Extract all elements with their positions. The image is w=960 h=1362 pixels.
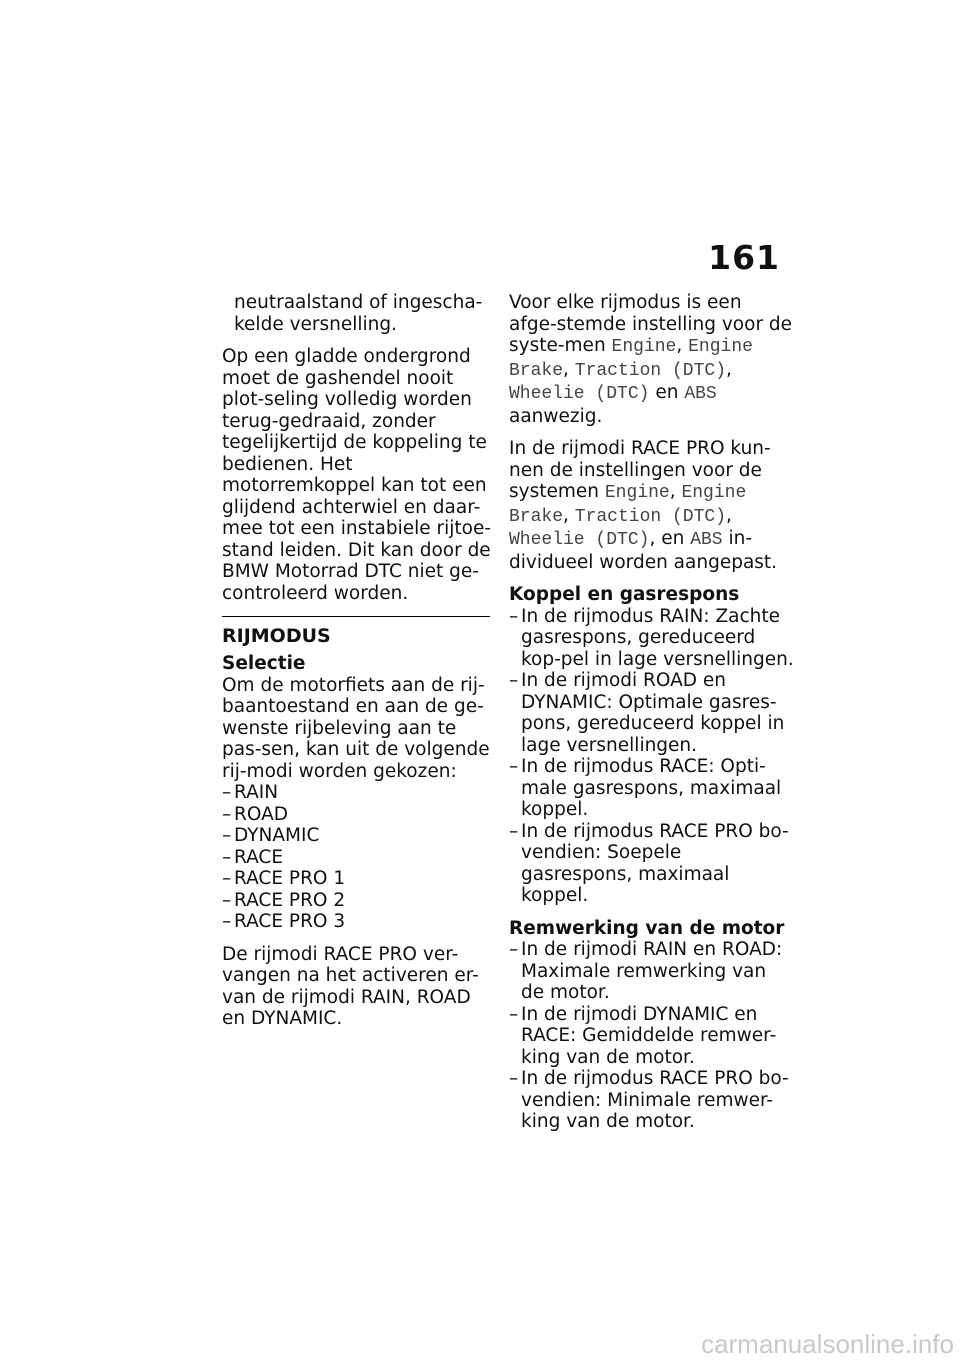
page-number: 161: [708, 238, 780, 277]
text-span: aanwezig.: [509, 405, 603, 427]
code-term: ABS: [690, 530, 723, 550]
intro-continuation: neutraalstand of ingescha- kelde versnelling.: [234, 292, 483, 335]
warning-paragraph: Op een gladde ondergrond moet de gashendel nooit plot-seling volledig worden terug-gedraaid, zonder tegelijkertijd de koppeling te bedienen. Het motorremkoppel kan tot een glijdend achterwiel en daar-mee tot een instabiele rijtoe-stand leiden. Dit kan door de BMW Motorrad DTC niet ge-controleerd worden.: [222, 346, 492, 604]
text-span: ,: [676, 335, 689, 356]
text-span: In de rijmodi RACE PRO kun-nen de instellingen voor de systemen: [509, 438, 771, 502]
list-item: – In de rijmodus RACE PRO bo-vendien: Minimale remwer-king van de motor.: [509, 1068, 794, 1133]
code-term: Traction (DTC): [574, 506, 727, 527]
list-item: – RACE: [222, 847, 494, 869]
selectie-text: Om de motorfiets aan de rij-baantoestand en aan de ge-wenste rijbeleving aan te pas-sen, kan uit de volgende rij-modi worden gekozen:: [222, 674, 490, 782]
code-term: Wheelie (DTC): [509, 384, 650, 404]
code-term: Engine Brake: [509, 337, 753, 381]
text-span: Voor elke rijmodus is een afge-stemde instelling voor de syste-men: [509, 292, 793, 356]
list-item: – RACE PRO 1: [222, 868, 494, 890]
list-item: – RACE PRO 3: [222, 911, 494, 933]
text-span: ,: [563, 358, 575, 380]
systems-paragraph: [509, 292, 794, 427]
list-item: – RAIN: [222, 782, 494, 804]
code-term: ABS: [684, 384, 717, 404]
code-term: Engine: [604, 483, 670, 503]
left-column: [222, 292, 494, 1041]
text-span: ,: [726, 358, 732, 380]
code-term: Wheelie (DTC): [509, 530, 650, 550]
list-item: – In de rijmodi DYNAMIC en RACE: Gemiddelde remwer-king van de motor.: [509, 1004, 794, 1069]
list-item: – RACE PRO 2: [222, 890, 494, 912]
selectie-heading: Selectie: [222, 653, 306, 674]
text-span: ,: [726, 504, 732, 526]
text-span: ,: [563, 504, 575, 526]
closing-paragraph: De rijmodi RACE PRO ver-vangen na het activeren er-van de rijmodi RAIN, ROAD en DYNAMIC.: [222, 943, 479, 1029]
section-title: RIJMODUS: [222, 625, 331, 647]
right-column: [509, 292, 794, 1144]
remwerking-list: [509, 939, 794, 1133]
text-span: en: [649, 382, 685, 403]
code-term: Engine Brake: [509, 483, 747, 527]
list-item: – ROAD: [222, 804, 494, 826]
koppel-heading: Koppel en gasrespons: [509, 584, 740, 605]
code-term: Traction (DTC): [574, 360, 727, 381]
text-span: ,: [669, 481, 682, 502]
list-item: – In de rijmodus RACE: Opti-male gasrespons, maximaal koppel.: [509, 756, 794, 821]
mode-list: [222, 782, 494, 933]
list-item: – In de rijmodi RAIN en ROAD: Maximale remwerking van de motor.: [509, 939, 794, 1004]
code-term: Engine: [611, 337, 677, 357]
koppel-list: [509, 606, 794, 907]
list-item: – In de rijmodus RACE PRO bo-vendien: Soepele gasrespons, maximaal koppel.: [509, 821, 794, 907]
race-pro-paragraph: [509, 438, 794, 573]
list-item: – In de rijmodus RAIN: Zachte gasrespons, gereduceerd kop-pel in lage versnellingen.: [509, 606, 794, 671]
list-item: – In de rijmodi ROAD en DYNAMIC: Optimale gasres-pons, gereduceerd koppel in lage versnellingen.: [509, 670, 794, 756]
text-span: in-dividueel worden aangepast.: [509, 528, 778, 573]
site-watermark: carmanualsonline.info: [701, 1329, 954, 1359]
list-item: – DYNAMIC: [222, 825, 494, 847]
section-divider: [222, 616, 490, 617]
remwerking-heading: Remwerking van de motor: [509, 917, 785, 939]
text-span: , en: [649, 528, 691, 549]
